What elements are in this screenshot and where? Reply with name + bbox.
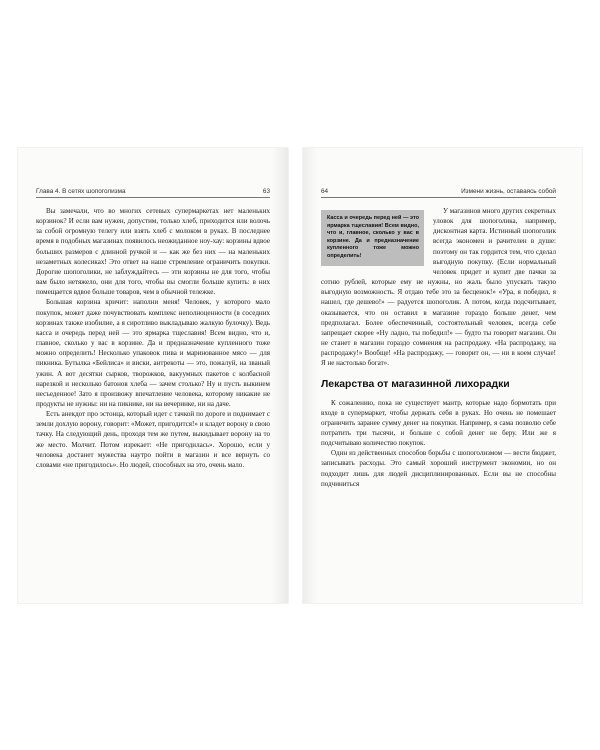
page-text — [321, 206, 556, 489]
chapter-header: Глава 4. В сетях шопоголизма — [36, 188, 126, 195]
running-head — [36, 188, 270, 198]
pull-quote-box: Касса и очередь перед ней — это ярмарка тщеславия! Всем видно, что и, главное, сколько у вас в корзине. Да и предназначение купленного тоже можно определить! — [321, 210, 424, 266]
right-page — [303, 148, 582, 603]
gutter-shadow — [272, 148, 288, 603]
paragraph: У магазинов много других секретных уловок для шопоголика, например, дисконтная карта. Истинный шопоголик всегда экономен и рачителен в душе: поэтому он так гордится тем, что сделал выгодную покупку. (Если нормальный человек придет и купит две пачки за сотню рублей, которые ему не нужны, но жаль было упускать такую выгодную возможность. Я отдаю тебе это за бесценок!» «Ура, я победил, я нашел, где дешево!» — радуется шопоголик. А потом, когда подсчитывает, оказывается, что он оставил в магазине гораздо больше денег, чем предполагал. Более обеспеченный, состоятельный человек, всегда себе запрещает скорее «Ну ладно, ты победил!» — будто ты говорит магазин. Он не станет в магазин гораздо сомнения на распродажу. «На распродажу, на распродажу!» Вообще! «На распродажу, — говорит он, — ни в коем случае! Я не настолько богат». — [321, 207, 557, 368]
paragraph: Вы замечали, что во многих сетевых супермаркетах нет маленьких корзинок? И если вам нужен, допустим, только хлеб, приходится или волочь за собой огромную телегу или взять хлеб с молоком в руках. В последнее время в подобных магазинах появилось неожиданное ноу-хау: корзины вдвое больших размеров с длинной ручкой и — как же без них — на маленьких незаметных колесиках! Это ответ на наше стремление ограничить покупки. Дорогие шопоголики, не заблуждайтесь — эти корзины не для того, чтобы вам было нетяжело, они для того, чтобы вы смогли больше купить: в них помещается вдвое больше товаров, чем в обычной тележке. — [36, 207, 270, 297]
paragraph: К сожалению, пока не существует мантр, которые надо бормотать при входе в супермаркет, чтобы держать себя в руках. Но очень не помешает ограничить заранее сумму денег на покупки. Например, я сама позволю себе потратить три тысячи, и больше с собой денег не беру. Или же я подсчитываю количество покупок. — [321, 398, 556, 448]
paragraph: Большая корзина кричит: наполни меня! Человек, у которого мало покупок, может даже почувствовать комплекс неполноценности (в соседних корзинах также изобилие, а я сиротливо выкладываю жалкую булочку). Ведь касса и очередь перед ней — это ярмарка тщеславия! Всем видно, что и, главное, сколько у вас в корзине. Да и предназначение купленного тоже можно определить! Несколько упаковок пива и маринованное мясо — для пикника. Бутылка «Бейлиса» и виски, антрекоты — это, пожалуй, на званый ужин. А вот десятки сырков, творожков, вакуумных пакетов с колбасной нарезкой и несколько батонов хлеба — зачем столько? Ну и пусть выкинем несъеденное! Зато я произвожу впечатление человека, которому никакие не продукты не нужны: ни на пикнике, ни на вечеринке, ни на даче. — [36, 298, 270, 408]
section-heading: Лекарства от магазинной лихорадки — [321, 378, 510, 390]
paragraph: Есть анекдот про эстонца, который идет с тачкой по дороге и поднимает с земли дохлую ворону, говорит: «Может, пригодится!» и кладет ворону в свою тачку. На следующий день, проходя тем же путем, выкидывает ворону на то же место. Молчит. Потом изрекает: «Не пригодилась». Хорошо, если у человека достанет мужества наутро пойти в магазин и все вернуть со словами «не пригодилось». Но людей, способных на это, очень мало. — [36, 410, 270, 469]
gutter-shadow — [303, 148, 317, 603]
left-page — [18, 148, 288, 603]
running-head — [321, 188, 556, 198]
chapter-header: Измени жизнь, оставаясь собой — [461, 188, 556, 195]
page-number: 64 — [321, 188, 329, 195]
paragraph: Один из действенных способов борьбы с шопоголизмом — вести бюджет, записывать расходы. Это самый хороший инструмент экономии, но он подходит лишь для людей дисциплинированных. Если вы не способны подчиниться — [321, 449, 556, 488]
page-text — [36, 206, 270, 470]
page-number: 63 — [262, 188, 270, 195]
